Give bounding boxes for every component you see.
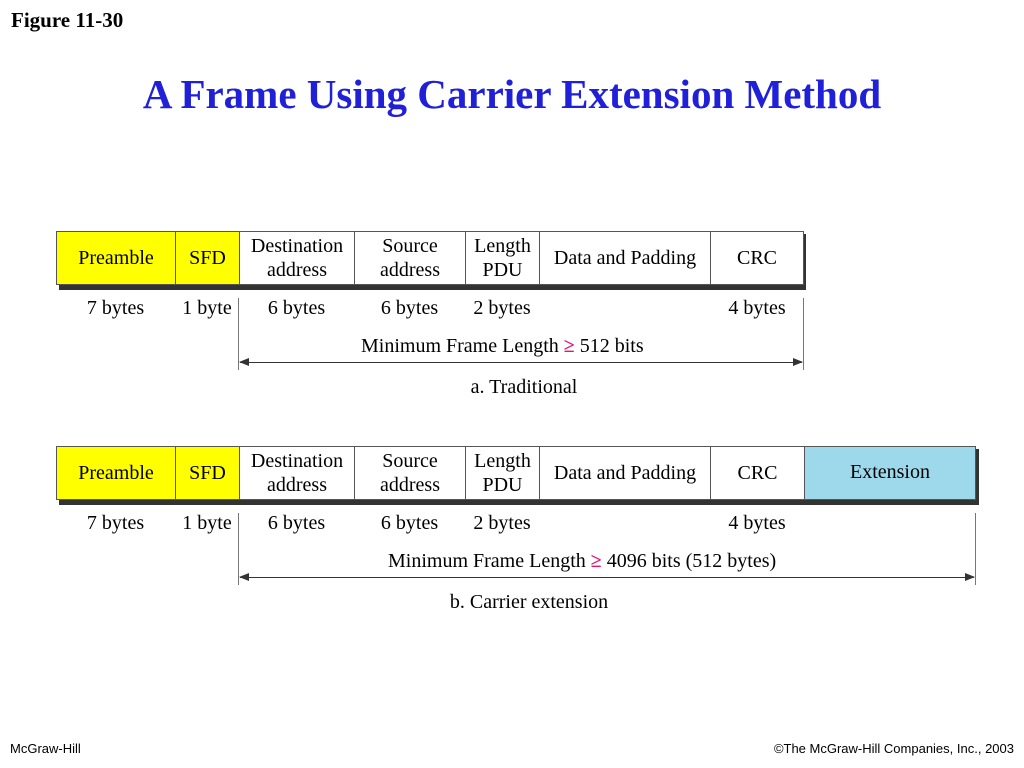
minimum-frame-length-label: Minimum Frame Length ≥ 512 bits (358, 335, 647, 358)
size-preamble: 7 bytes (86, 297, 145, 319)
field-destination-address: Destination address (239, 231, 354, 285)
size-source: 6 bytes (380, 512, 439, 534)
field-data-and-padding: Data and Padding (539, 446, 710, 500)
arrowhead-right-icon (793, 358, 803, 366)
size-destination: 6 bytes (267, 512, 326, 534)
field-extension: Extension (804, 446, 976, 500)
size-destination: 6 bytes (267, 297, 326, 319)
field-source-address: Source address (354, 231, 465, 285)
arrowhead-left-icon (239, 358, 249, 366)
field-preamble: Preamble (56, 231, 175, 285)
field-destination-address: Destination address (239, 446, 354, 500)
caption-carrier-extension: b. Carrier extension (449, 591, 609, 613)
size-length: 2 bytes (473, 512, 531, 534)
size-sfd: 1 byte (182, 512, 232, 534)
size-length: 2 bytes (473, 297, 531, 319)
dimension-line (240, 577, 974, 578)
footer-publisher: McGraw-Hill (10, 741, 81, 756)
dimension-tick-right (975, 513, 976, 585)
field-source-address: Source address (354, 446, 465, 500)
field-crc: CRC (710, 231, 804, 285)
arrowhead-right-icon (965, 573, 975, 581)
dimension-line (240, 362, 802, 363)
size-source: 6 bytes (380, 297, 439, 319)
field-crc: CRC (710, 446, 804, 500)
minimum-frame-length-label: Minimum Frame Length ≥ 4096 bits (512 bytes) (385, 550, 779, 573)
size-crc: 4 bytes (728, 512, 786, 534)
field-preamble: Preamble (56, 446, 175, 500)
page-title: A Frame Using Carrier Extension Method (142, 71, 882, 117)
footer-copyright: ©The McGraw-Hill Companies, Inc., 2003 (773, 741, 1014, 756)
arrowhead-left-icon (239, 573, 249, 581)
field-length-pdu: Length PDU (465, 231, 539, 285)
field-sfd: SFD (175, 446, 239, 500)
field-sfd: SFD (175, 231, 239, 285)
field-length-pdu: Length PDU (465, 446, 539, 500)
field-data-and-padding: Data and Padding (539, 231, 710, 285)
size-crc: 4 bytes (728, 297, 786, 319)
dimension-tick-right (803, 298, 804, 370)
size-preamble: 7 bytes (86, 512, 145, 534)
caption-traditional: a. Traditional (470, 376, 578, 398)
size-sfd: 1 byte (182, 297, 232, 319)
figure-label: Figure 11-30 (11, 8, 124, 32)
